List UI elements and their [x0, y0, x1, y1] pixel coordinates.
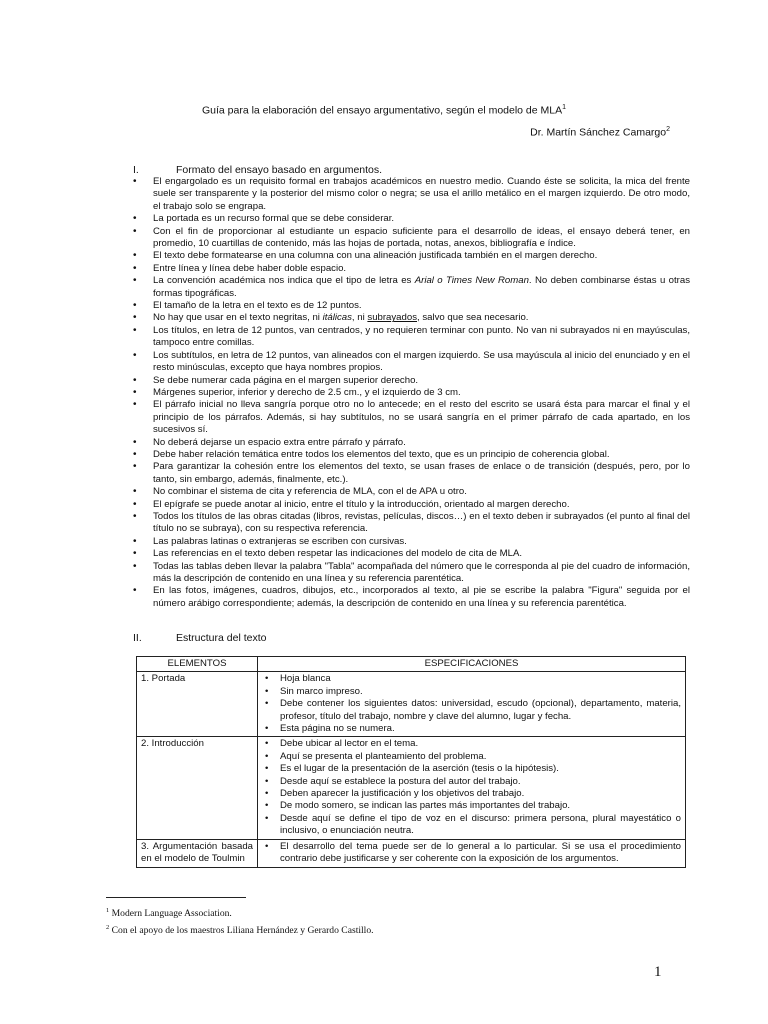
list-item: • El texto debe formatearse en una columna con una alineación justificada también en el margen derecho.: [133, 250, 690, 262]
page-number: 1: [654, 964, 662, 980]
list-item: • Márgenes superior, inferior y derecho de 2.5 cm., y el izquierdo de 3 cm.: [133, 387, 690, 399]
list-item: • Los subtítulos, en letra de 12 puntos, van alineados con el margen izquierdo. Se usa mayúscula al inicio del enunciado y en el resto minúsculas, excepto que haya nombres propios.: [133, 350, 690, 375]
item-underlined-text: subrayados: [367, 312, 417, 324]
list-item: • Desde aquí se establece la postura del autor del trabajo.: [262, 776, 681, 788]
item-text: , salvo que sea necesario.: [417, 312, 529, 324]
list-item: • En las fotos, imágenes, cuadros, dibujos, etc., incorporados al texto, al pie se escribe la palabra "Figura" seguida por el número arábigo correspondiente; además, la descripción de contenido en una línea y su referencia parentética.: [133, 585, 690, 610]
item-italic-text: Arial o Times New Roman: [414, 275, 529, 287]
document-title: [0, 104, 768, 117]
list-item: • Debe haber relación temática entre todos los elementos del texto, que es un principio de coherencia global.: [133, 449, 690, 461]
title-text: Guía para la elaboración del ensayo argumentativo, según el modelo de MLA: [201, 104, 563, 117]
footnote-mark: 1: [106, 907, 110, 914]
footnotes: [106, 904, 374, 938]
list-item: • Las referencias en el texto deben respetar las indicaciones del modelo de cita de MLA.: [133, 548, 690, 560]
list-item: • Se debe numerar cada página en el margen superior derecho.: [133, 375, 690, 387]
list-item: • El tamaño de la letra en el texto es de 12 puntos.: [133, 300, 690, 312]
item-italic-text: itálicas: [322, 312, 352, 324]
column-header-specifications: ESPECIFICACIONES: [258, 657, 686, 672]
section-1-number: I.: [133, 164, 139, 176]
list-item: • Desde aquí se define el tipo de voz en el discurso: primera persona, plural mayestático o inclusivo, o enunciación neutra.: [262, 813, 681, 838]
section-2-heading: [133, 632, 266, 644]
section-2-title: Estructura del texto: [176, 632, 267, 644]
column-header-elements: ELEMENTOS: [137, 657, 258, 672]
list-item: • Los títulos, en letra de 12 puntos, van centrados, y no requieren terminar con punto. No van ni subrayados ni en mayúsculas, tampoco entre comillas.: [133, 325, 690, 350]
list-item: • Entre línea y línea debe haber doble espacio.: [133, 263, 690, 275]
structure-table: [136, 656, 686, 868]
item-text: . No deben combinarse éstas u otras formas tipográficas.: [153, 275, 690, 299]
list-item: • Deben aparecer la justificación y los objetivos del trabajo.: [262, 788, 681, 800]
list-item: • Debe contener los siguientes datos: universidad, escudo (opcional), departamento, materia, profesor, título del trabajo, nombre y clave del alumno, lugar y fecha.: [262, 698, 681, 723]
footnote-divider: [106, 897, 246, 898]
format-rules-list: [133, 176, 690, 610]
footnote-text: Modern Language Association.: [111, 908, 232, 920]
list-item: • Es el lugar de la presentación de la aserción (tesis o la hipótesis).: [262, 763, 681, 775]
table-row: [137, 672, 686, 737]
author-name: Dr. Martín Sánchez Camargo: [530, 126, 667, 139]
list-item: • El epígrafe se puede anotar al inicio, entre el título y la introducción, orientado al margen derecho.: [133, 499, 690, 511]
specifications-cell: [258, 672, 686, 737]
list-item: • No deberá dejarse un espacio extra entre párrafo y párrafo.: [133, 437, 690, 449]
element-cell: 2. Introducción: [137, 737, 258, 839]
list-item: • Para garantizar la cohesión entre los elementos del texto, se usan frases de enlace o de transición (después, pero, por lo tanto, sin embargo, además, finalmente, etc.).: [133, 461, 690, 486]
list-item: • Aquí se presenta el planteamiento del problema.: [262, 751, 681, 763]
author-footnote-mark: 2: [666, 126, 670, 133]
specifications-cell: [258, 839, 686, 867]
list-item: • Las palabras latinas o extranjeras se escriben con cursivas.: [133, 536, 690, 548]
footnote-mark: 2: [106, 924, 110, 932]
footnote-2: [106, 921, 374, 938]
list-item: • Debe ubicar al lector en el tema.: [262, 738, 681, 750]
element-cell: 1. Portada: [137, 672, 258, 737]
footnote-text: Con el apoyo de los maestros Liliana Hernández y Gerardo Castillo.: [111, 925, 374, 937]
list-item: [133, 275, 690, 300]
item-text: La convención académica nos indica que el tipo de letra es: [153, 275, 415, 287]
list-item: • Esta página no se numera.: [262, 723, 681, 735]
section-1-title: Formato del ensayo basado en argumentos.: [176, 164, 383, 176]
list-item: [133, 312, 690, 324]
title-footnote-mark: 1: [562, 104, 567, 111]
list-item: • El párrafo inicial no lleva sangría porque otro no lo antecede; en el resto del escrito se usará ésta para marcar el final y el principio de los párrafos. Además, si hay subtítulos, no se usará sangría en el primer párrafo de cada apartado, en los sucesivos sí.: [133, 399, 690, 436]
item-text: No hay que usar en el texto negritas, ni: [153, 312, 323, 324]
section-1-heading: [133, 164, 382, 176]
table-row: [137, 839, 686, 867]
footnote-1: [106, 904, 374, 921]
element-cell: 3. Argumentación basada en el modelo de Toulmin: [137, 839, 258, 867]
item-text: , ni: [351, 312, 368, 324]
list-item: • El desarrollo del tema puede ser de lo general a lo particular. Si se usa el procedimiento contrario debe justificarse y ser coherente con la exposición de los argumentos.: [262, 841, 681, 866]
table-header-row: [137, 657, 686, 672]
list-item: • La portada es un recurso formal que se debe considerar.: [133, 213, 690, 225]
list-item: • De modo somero, se indican las partes más importantes del trabajo.: [262, 800, 681, 812]
author-line: [530, 126, 670, 139]
specifications-cell: [258, 737, 686, 839]
list-item: • Todos los títulos de las obras citadas (libros, revistas, películas, discos…) en el texto deben ir subrayados (el punto al final del título no se subraya), con su respectiva referencia.: [133, 511, 690, 536]
list-item: • El engargolado es un requisito formal en trabajos académicos en nuestro medio. Cuando éste se solicita, la mica del frente suele ser transparente y la posterior del mismo color o negra; se usa el arillo metálico en el margen izquierdo. De otro modo, el trabajo solo se engrapa.: [133, 176, 690, 213]
section-2-number: II.: [133, 632, 142, 644]
list-item: • Hoja blanca: [262, 673, 681, 685]
list-item: • Con el fin de proporcionar al estudiante un espacio suficiente para el desarrollo de ideas, el ensayo deberá tener, en promedio, 10 cuartillas de contenido, más las hojas de portada, notas, anexos, bibliografía e índice.: [133, 226, 690, 251]
list-item: • No combinar el sistema de cita y referencia de MLA, con el de APA u otro.: [133, 486, 690, 498]
list-item: • Todas las tablas deben llevar la palabra "Tabla" acompañada del número que le corresponda al pie del cuadro de información, más la descripción de contenido en una línea y su referencia parentética.: [133, 561, 690, 586]
table-row: [137, 737, 686, 839]
list-item: • Sin marco impreso.: [262, 686, 681, 698]
